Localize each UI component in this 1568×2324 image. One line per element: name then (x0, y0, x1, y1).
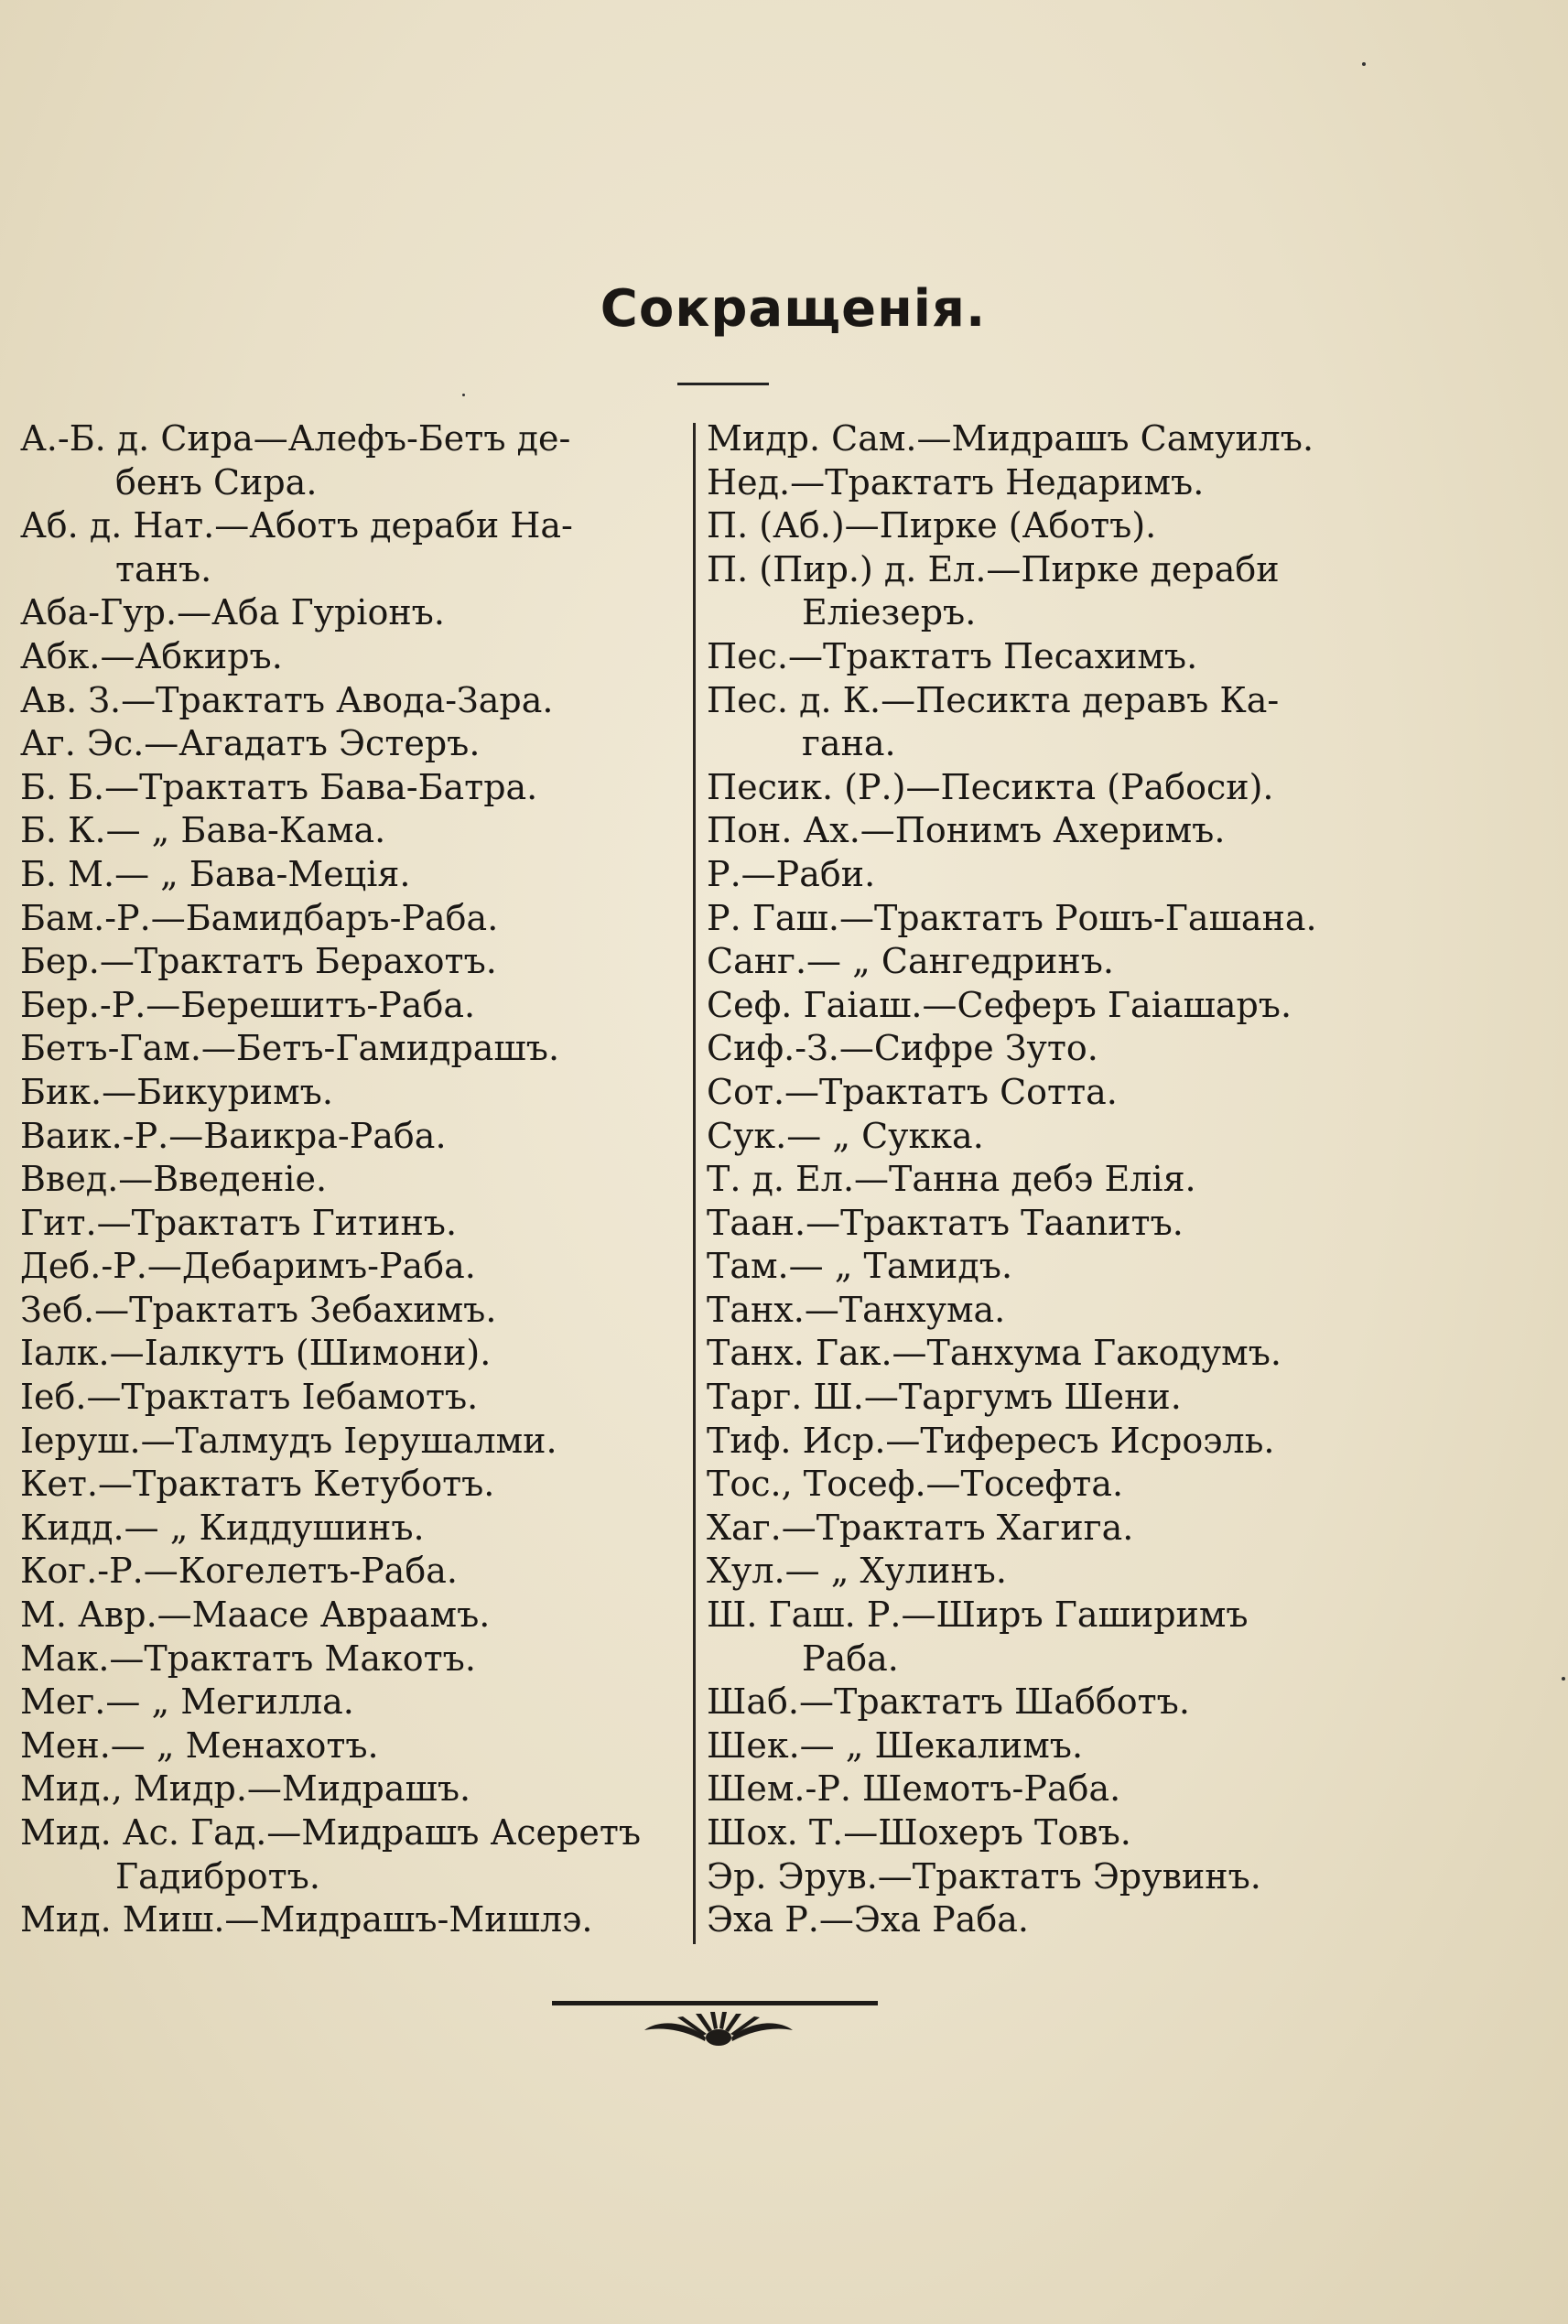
abbreviation-entry: Хул.— „ Хулинъ. (707, 1551, 1007, 1592)
paper-speck (1562, 1677, 1565, 1681)
abbreviation-entry: Шем.-Р. Шемотъ-Раба. (707, 1768, 1121, 1810)
abbreviation-entry-continuation: танъ. (115, 548, 212, 589)
title-underline (677, 383, 769, 385)
abbreviation-list-left (20, 417, 679, 1942)
abbreviation-entry: Р.—Раби. (707, 853, 876, 894)
paper-speck (1362, 62, 1366, 66)
paper-speck (462, 394, 465, 396)
abbreviation-entry: Б. Б.—Трактатъ Бава-Батра. (20, 766, 538, 807)
abbreviation-entry: Сот.—Трактатъ Сотта. (707, 1071, 1118, 1112)
abbreviation-entry: Мег.— „ Мегилла. (20, 1681, 354, 1723)
abbreviation-entry: Шаб.—Трактатъ Шабботъ. (707, 1681, 1190, 1723)
abbreviation-list-right (707, 417, 1402, 1942)
abbreviation-entry-continuation: гана. (802, 723, 896, 764)
abbreviation-entry: Р. Гаш.—Трактатъ Рошъ-Гашана. (707, 897, 1317, 938)
abbreviation-entry: Санг.— „ Сангедринъ. (707, 941, 1114, 982)
page-title: Сокращенія. (600, 279, 987, 339)
abbreviation-entry: Ш. Гаш. Р.—Ширъ Гаширимъ (707, 1594, 1249, 1636)
abbreviation-entry: Мид. Миш.—Мидрашъ-Мишлэ. (20, 1899, 593, 1940)
abbreviation-entry: Пес. д. К.—Песикта деравъ Ка- (707, 679, 1280, 720)
abbreviation-entry: Нед.—Трактатъ Недаримъ. (707, 461, 1205, 503)
abbreviation-entry: Тос., Тосеф.—Тосефта. (707, 1464, 1124, 1505)
abbreviation-entry-continuation: Еліезеръ. (802, 592, 977, 633)
abbreviation-entry: Эха Р.—Эха Раба. (707, 1899, 1029, 1940)
abbreviation-entry: Песик. (Р.)—Песикта (Рабоси). (707, 766, 1274, 807)
abbreviation-entry: Шох. Т.—Шохеръ Товъ. (707, 1812, 1131, 1853)
abbreviation-entry-continuation: Гадибротъ. (115, 1855, 320, 1897)
abbreviation-entry: П. (Аб.)—Пирке (Аботъ). (707, 505, 1157, 546)
column-divider (693, 423, 696, 1944)
abbreviation-entry: Аг. Эс.—Агадатъ Эстеръ. (20, 723, 481, 764)
abbreviation-entry: Деб.-Р.—Дебаримъ-Раба. (20, 1246, 476, 1287)
abbreviation-entry: Введ.—Введеніе. (20, 1159, 328, 1200)
abbreviation-entry: Шек.— „ Шекалимъ. (707, 1724, 1084, 1766)
abbreviation-entry: Мак.—Трактатъ Макотъ. (20, 1638, 476, 1679)
abbreviation-entry-continuation: Раба. (802, 1638, 899, 1679)
abbreviation-entry: Бер.-Р.—Берешитъ-Раба. (20, 984, 476, 1025)
abbreviation-entry: П. (Пир.) д. Ел.—Пирке дераби (707, 548, 1280, 589)
abbreviation-entry: А.-Б. д. Сира—Алефъ-Бетъ де- (20, 418, 571, 459)
abbreviation-entry: Тиф. Иср.—Тифересъ Исроэль. (707, 1420, 1275, 1461)
abbreviation-entry: Зеб.—Трактатъ Зебахимъ. (20, 1289, 497, 1330)
abbreviation-entry: Ваик.-Р.—Ваикра-Раба. (20, 1115, 447, 1156)
abbreviation-entry: Бер.—Трактатъ Берахотъ. (20, 941, 497, 982)
abbreviation-entry: Сиф.-З.—Сифре Зуто. (707, 1028, 1098, 1069)
abbreviation-entry: Сеф. Гаіаш.—Сеферъ Гаіашаръ. (707, 984, 1292, 1025)
abbreviation-entry: Тарг. Ш.—Таргумъ Шени. (707, 1377, 1182, 1418)
abbreviation-entry: Ког.-Р.—Когелетъ-Раба. (20, 1551, 458, 1592)
abbreviation-entry: Там.— „ Тамидъ. (707, 1246, 1013, 1287)
abbreviation-entry: Танх.—Танхума. (707, 1289, 1006, 1330)
abbreviation-entry: Т. д. Ел.—Танна дебэ Елія. (707, 1159, 1196, 1200)
abbreviation-entry: Хаг.—Трактатъ Хагига. (707, 1507, 1134, 1548)
abbreviation-entry: Бетъ-Гам.—Бетъ-Гамидрашъ. (20, 1028, 560, 1069)
abbreviation-entry: Іалк.—Іалкутъ (Шимони). (20, 1333, 492, 1374)
abbreviation-entry: Мид. Ас. Гад.—Мидрашъ Асеретъ (20, 1812, 642, 1853)
abbreviation-entry: Б. М.— „ Бава-Меція. (20, 853, 411, 894)
abbreviation-entry-continuation: бенъ Сира. (115, 461, 318, 503)
abbreviation-entry: Гит.—Трактатъ Гитинъ. (20, 1202, 458, 1243)
abbreviation-entry: Мидр. Сам.—Мидрашъ Самуилъ. (707, 418, 1314, 459)
abbreviation-entry: Мид., Мидр.—Мидрашъ. (20, 1768, 471, 1810)
abbreviation-entry: М. Авр.—Маасе Авраамъ. (20, 1594, 491, 1636)
abbreviation-entry: Кидд.— „ Киддушинъ. (20, 1507, 425, 1548)
abbreviation-entry: Сук.— „ Сукка. (707, 1115, 984, 1156)
abbreviation-entry: Пон. Ах.—Понимъ Ахеримъ. (707, 810, 1226, 851)
abbreviation-entry: Абк.—Абкиръ. (20, 635, 283, 676)
abbreviation-entry: Пес.—Трактатъ Песахимъ. (707, 635, 1198, 676)
abbreviation-entry: Кет.—Трактатъ Кетуботъ. (20, 1464, 495, 1505)
abbreviation-entry: Таан.—Трактатъ Тааnитъ. (707, 1202, 1184, 1243)
abbreviation-entry: Аба-Гур.—Аба Гуріонъ. (20, 592, 445, 633)
abbreviation-entry: Б. К.— „ Бава-Кама. (20, 810, 386, 851)
abbreviation-entry: Бик.—Бикуримъ. (20, 1071, 333, 1112)
abbreviation-entry: Іеруш.—Талмудъ Іерушалми. (20, 1420, 557, 1461)
footer-rule (552, 2001, 878, 2005)
fleuron-ornament-icon (641, 2010, 796, 2056)
abbreviation-entry: Іеб.—Трактатъ Іебамотъ. (20, 1377, 479, 1418)
abbreviation-entry: Аб. д. Нат.—Аботъ дераби На- (20, 505, 573, 546)
abbreviation-entry: Ав. З.—Трактатъ Авода-Зара. (20, 679, 554, 720)
abbreviation-entry: Мен.— „ Менахотъ. (20, 1724, 379, 1766)
abbreviation-entry: Эр. Эрув.—Трактатъ Эрувинъ. (707, 1855, 1261, 1897)
abbreviation-entry: Танх. Гак.—Танхума Гакодумъ. (707, 1333, 1281, 1374)
abbreviation-entry: Бам.-Р.—Бамидбаръ-Раба. (20, 897, 499, 938)
